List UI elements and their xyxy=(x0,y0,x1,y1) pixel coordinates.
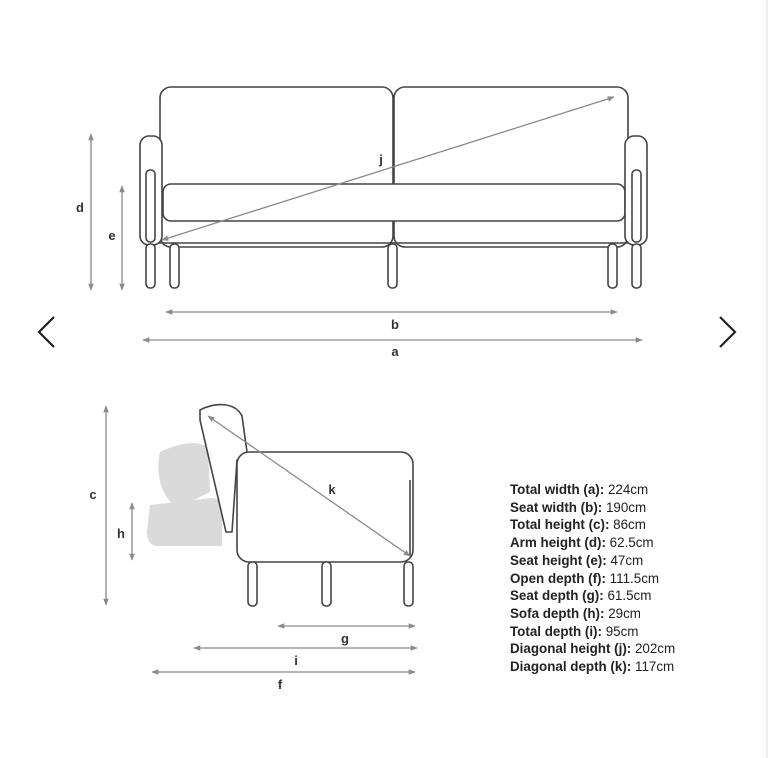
spec-label: Sofa depth (h): xyxy=(510,605,605,621)
next-image-button[interactable] xyxy=(710,310,746,354)
spec-label: Total width (a): xyxy=(510,482,605,497)
leg-front-4 xyxy=(608,244,617,288)
dimension-spec-list xyxy=(510,481,675,676)
spec-label: Diagonal height (j): xyxy=(510,641,632,657)
prev-image-button[interactable] xyxy=(28,310,64,354)
spec-label: Arm height (d): xyxy=(510,535,606,551)
leg-front-5 xyxy=(632,244,641,288)
spec-item xyxy=(510,481,675,499)
spec-label: Seat height (e): xyxy=(510,552,607,568)
spec-value: 224cm xyxy=(604,482,649,497)
spec-value: 202cm xyxy=(631,641,676,657)
label-b: b xyxy=(391,317,399,332)
spec-value: 190cm xyxy=(602,499,647,515)
label-a: a xyxy=(391,344,399,359)
side-leg-2 xyxy=(322,562,331,606)
chevron-right-icon xyxy=(716,314,740,350)
spec-item xyxy=(510,499,675,517)
side-leg-1 xyxy=(248,562,257,606)
spec-value: 95cm xyxy=(601,623,639,639)
label-j: j xyxy=(379,152,383,167)
spec-value: 62.5cm xyxy=(605,535,654,551)
label-g: g xyxy=(341,631,349,646)
spec-value: 111.5cm xyxy=(605,570,660,586)
label-c: c xyxy=(89,487,97,502)
spec-item xyxy=(510,658,675,676)
leg-front-1 xyxy=(146,244,155,288)
label-d: d xyxy=(76,200,84,215)
side-body xyxy=(237,452,413,562)
label-f: f xyxy=(277,677,283,692)
label-k: k xyxy=(328,482,336,497)
leg-front-3 xyxy=(388,244,397,288)
spec-label: Total height (c): xyxy=(510,517,610,533)
spec-item xyxy=(510,640,675,658)
leg-front-2 xyxy=(170,244,179,288)
spec-value: 29cm xyxy=(604,605,641,621)
back-cushion-left xyxy=(160,87,393,247)
chevron-left-icon xyxy=(34,314,58,350)
side-view xyxy=(147,405,413,606)
back-cushion-right xyxy=(394,87,628,247)
spec-item xyxy=(510,534,675,552)
spec-item xyxy=(510,587,675,605)
open-backrest-shape xyxy=(158,443,210,508)
right-arm xyxy=(625,136,647,245)
left-arm xyxy=(140,136,162,245)
front-view xyxy=(140,87,647,288)
seat-cushion xyxy=(163,184,625,221)
spec-value: 86cm xyxy=(609,517,646,533)
open-seat-shape xyxy=(147,498,222,546)
spec-item xyxy=(510,570,675,588)
spec-label: Seat depth (g): xyxy=(510,588,604,604)
spec-value: 61.5cm xyxy=(603,588,652,604)
label-i: i xyxy=(294,653,298,668)
spec-label: Total depth (i): xyxy=(510,623,602,639)
spec-label: Seat width (b): xyxy=(510,499,603,515)
spec-value: 47cm xyxy=(606,552,644,568)
label-e: e xyxy=(108,228,116,243)
spec-item xyxy=(510,552,675,570)
spec-item xyxy=(510,605,675,623)
spec-item xyxy=(510,623,675,641)
spec-label: Diagonal depth (k): xyxy=(510,659,632,675)
spec-value: 117cm xyxy=(631,659,675,675)
side-leg-3 xyxy=(404,562,413,606)
label-h: h xyxy=(117,526,125,541)
spec-label: Open depth (f): xyxy=(510,570,606,586)
spec-item xyxy=(510,516,675,534)
